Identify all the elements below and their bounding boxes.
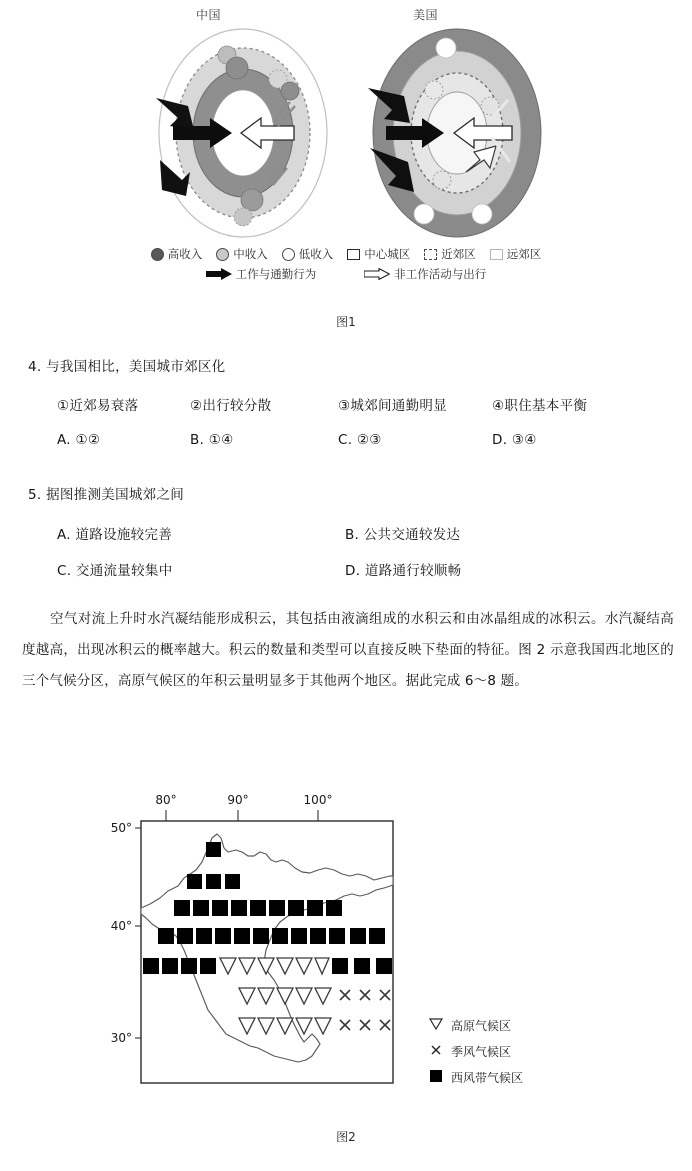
question-4-option-d[interactable]: D. ③④ <box>492 432 537 448</box>
legend-item-low-income <box>282 246 334 262</box>
map-legend-item-monsoon <box>428 1038 523 1064</box>
open-circle-icon <box>282 248 295 261</box>
legend-row-1 <box>0 246 692 262</box>
dashed-box-icon <box>424 249 437 260</box>
figure-2-legend <box>428 1012 523 1090</box>
figure-1-titles <box>0 4 692 24</box>
legend-item-high-income <box>151 246 203 262</box>
china-urban-structure-diagram <box>148 22 338 244</box>
question-4-option-b[interactable]: B. ①④ <box>190 432 234 448</box>
white-arrow-icon <box>364 268 390 280</box>
open-triangle-down-icon <box>428 1018 444 1033</box>
legend-label-low-income: 低收入 <box>298 247 334 261</box>
legend-item-nonwork-trip <box>364 266 486 282</box>
cross-icon <box>428 1044 444 1059</box>
northwest-china-climate-map <box>108 790 428 1100</box>
question-5-option-d[interactable]: D. 道路通行较顺畅 <box>345 563 462 579</box>
light-box-icon <box>490 249 503 260</box>
question-4-stem: 4. 与我国相比，美国城市郊区化 <box>28 359 226 375</box>
diagram-title-usa: 美国 <box>413 8 439 22</box>
legend-label-far-suburb: 远郊区 <box>506 247 542 261</box>
question-4-item-4: ④职住基本平衡 <box>492 398 588 414</box>
question-5-option-c[interactable]: C. 交通流量较集中 <box>57 563 173 579</box>
figure-2 <box>0 790 692 1130</box>
question-5-option-a[interactable]: A. 道路设施较完善 <box>57 527 173 543</box>
question-4 <box>0 355 692 462</box>
question-4-option-c[interactable]: C. ②③ <box>338 432 382 448</box>
svg-text:100°: 100° <box>303 793 333 807</box>
question-4-option-a[interactable]: A. ①② <box>57 432 101 448</box>
figure-2-caption: 图2 <box>336 1130 356 1144</box>
svg-text:50°: 50° <box>110 821 132 835</box>
legend-label-near-suburb: 近郊区 <box>441 247 476 261</box>
figure-1-caption: 图1 <box>336 315 356 329</box>
legend-item-mid-income <box>216 246 268 262</box>
filled-circle-gray-icon <box>216 248 229 261</box>
svg-text:90°: 90° <box>227 793 249 807</box>
diagram-title-china: 中国 <box>196 8 222 22</box>
question-4-item-2: ②出行较分散 <box>190 398 272 414</box>
legend-label-mid-income: 中收入 <box>233 247 268 261</box>
map-legend-item-westerlies <box>428 1064 523 1090</box>
figure-1-legend <box>0 246 692 286</box>
svg-text:40°: 40° <box>110 919 132 933</box>
question-5-stem: 5. 据图推测美国城郊之间 <box>28 487 185 503</box>
svg-text:80°: 80° <box>155 793 177 807</box>
legend-item-near-suburb <box>424 246 476 262</box>
question-4-item-1: ①近郊易衰落 <box>57 398 139 414</box>
usa-urban-structure-diagram <box>362 22 552 244</box>
figure-1 <box>0 0 692 345</box>
question-5-answers-row-2 <box>0 559 692 589</box>
filled-circle-dark-icon <box>151 248 164 261</box>
question-5-answers-row-1 <box>0 523 692 553</box>
legend-item-commute <box>206 266 317 282</box>
question-4-item-3: ③城郊间通勤明显 <box>338 398 448 414</box>
question-4-answers <box>0 432 692 462</box>
legend-item-central-city <box>347 246 410 262</box>
question-4-items <box>0 394 692 424</box>
question-5-option-b[interactable]: B. 公共交通较发达 <box>345 527 461 543</box>
map-legend-item-plateau <box>428 1012 523 1038</box>
legend-label-central-city: 中心城区 <box>364 247 411 261</box>
map-legend-label-monsoon: 季风气候区 <box>451 1044 512 1059</box>
map-legend-label-westerlies: 西风带气候区 <box>451 1070 524 1085</box>
passage-text: 空气对流上升时水汽凝结能形成积云，其包括由液滴组成的水积云和由冰晶组成的冰积云。水汽凝结高度越高，出现冰积云的概率越大。积云的数量和类型可以直接反映下垫面的特征。图 2 示意我国西北地区的三个气候分区，高原气候区的年积云量明显多于其他两个地区。据此完成 6～8 题。 <box>22 611 674 689</box>
solid-box-icon <box>347 249 360 260</box>
legend-label-commute: 工作与通勤行为 <box>235 267 317 281</box>
legend-label-high-income: 高收入 <box>167 247 203 261</box>
map-legend-label-plateau: 高原气候区 <box>451 1018 512 1033</box>
question-5 <box>0 483 692 589</box>
legend-label-nonwork-trip: 非工作活动与出行 <box>394 267 487 281</box>
legend-item-far-suburb <box>490 246 542 262</box>
legend-row-2 <box>0 266 692 282</box>
black-arrow-icon <box>206 268 232 280</box>
filled-square-icon <box>428 1070 444 1085</box>
svg-text:30°: 30° <box>110 1031 132 1045</box>
